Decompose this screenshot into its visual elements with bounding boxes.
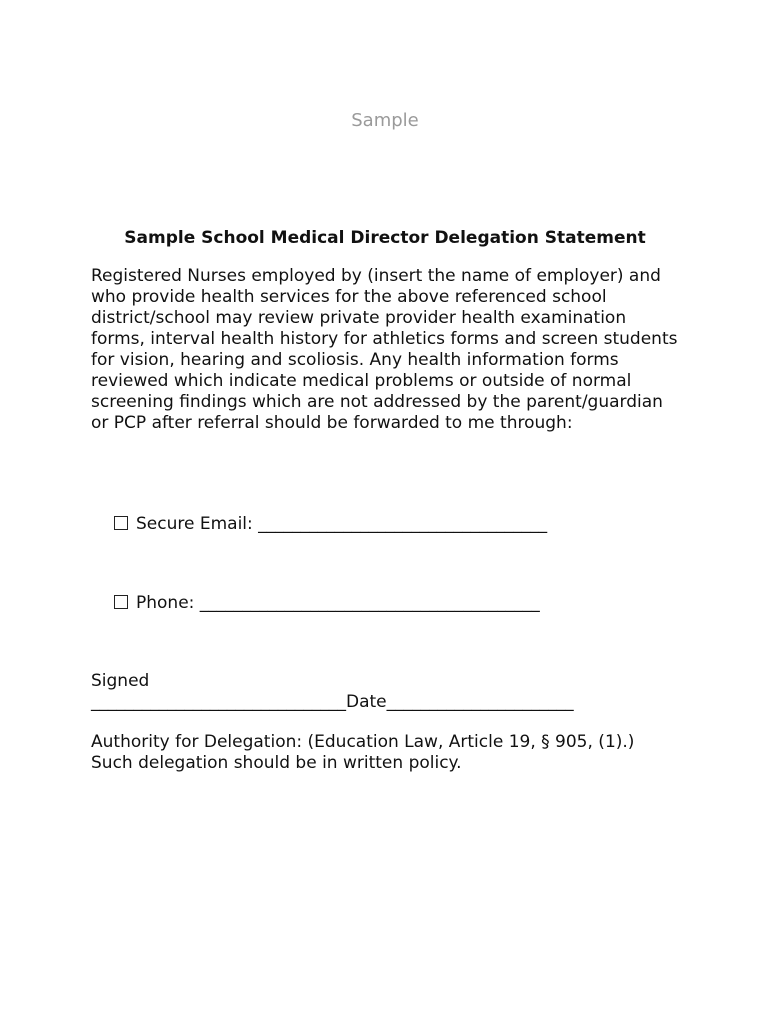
secure-email-label: Secure Email: __________________________________	[136, 514, 548, 534]
phone-label: Phone: ________________________________________	[136, 593, 540, 613]
signed-label: Signed	[91, 671, 150, 691]
policy-note: Such delegation should be in written policy.	[91, 753, 462, 773]
signed-date-line: ______________________________Date______________________	[91, 692, 574, 712]
checkbox-icon[interactable]	[114, 516, 128, 530]
authority-line: Authority for Delegation: (Education Law, Article 19, § 905, (1).)	[91, 732, 635, 752]
signature-block	[91, 671, 574, 713]
document-title: Sample School Medical Director Delegation Statement	[124, 228, 646, 248]
sample-watermark: Sample	[351, 110, 419, 131]
checkbox-icon[interactable]	[114, 595, 128, 609]
authority-block	[91, 732, 691, 774]
secure-email-option[interactable]	[114, 514, 547, 535]
phone-option[interactable]	[114, 593, 540, 614]
delegation-body-text: Registered Nurses employed by (insert the name of employer) and who provide health services for the above referenced school district/school may review private provider health examination forms, interval health history for athletics forms and screen students for vision, hearing and scoliosis. Any health information forms reviewed which indicate medical problems or outside of normal screening findings which are not addressed by the parent/guardian or PCP after referral should be forwarded to me through:	[91, 266, 678, 433]
